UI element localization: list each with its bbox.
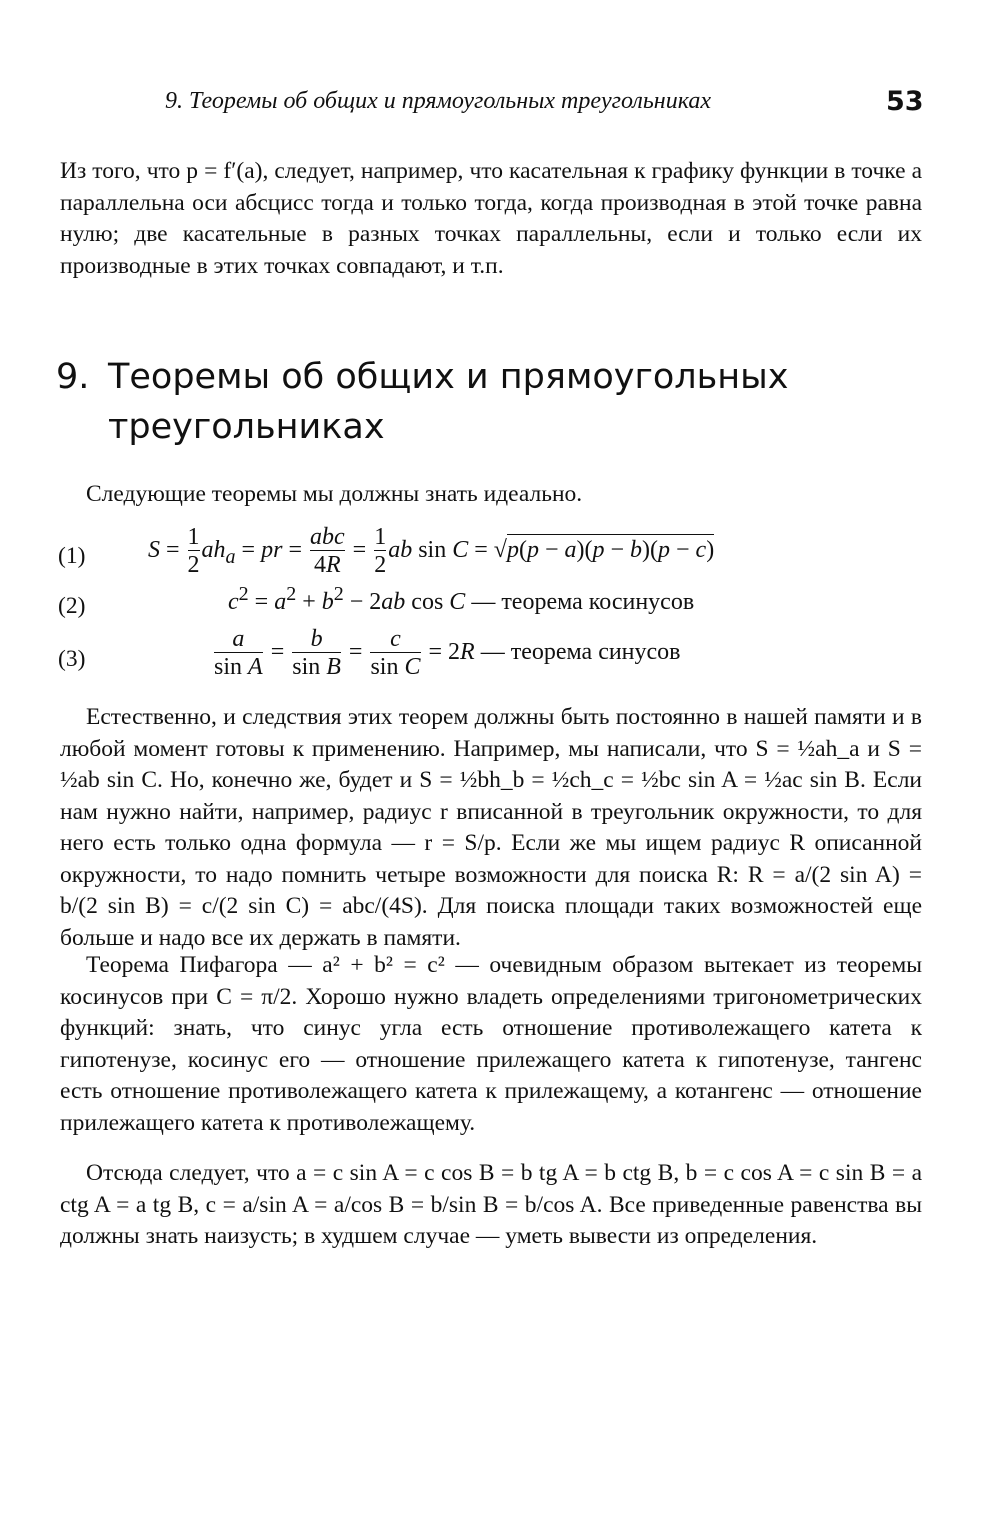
paragraph-1-text: Естественно, и следствия этих теорем должны быть постоянно в нашей памяти и в любой момент готовы к применению. Например, мы написали, что S = ½ah_a и S = ½ab sin C. Но, конечно же, будет и S = ½bh_b = ½ch_c = ½bc sin A = ½ac sin B. Если нам нужно найти, например, радиус r вписанной в треугольник окружности, то для него есть только одна формула — r = S/p. Если же мы ищем радиус R описанной окружности, то надо помнить четыре возможности для поиска R: R = a/(2 sin A) = b/(2 sin B) = c/(2 sin C) = abc/(4S). Для поиска площади таких возможностей еще больше и надо все их держать в памяти. — [60, 704, 922, 951]
equation-3: $\frac{a}{\text{sin A}}$ = $\frac{b}{\text{sin B}}$ = $\frac{c}{\text{sin C}}$ = 2R — теорема синусов — [214, 626, 681, 681]
page-number: 53 — [886, 86, 924, 117]
paragraph-2-text: Теорема Пифагора — a² + b² = c² — очевидным образом вытекает из теоремы косинусов при C = π/2. Хорошо нужно владеть определениями тригонометрических функций: знать, что синус угла есть отношение противолежащего катета к гипотенузе, косинус его — отношение прилежащего катета к гипотенузе, тангенс есть отношение противолежащего катета к прилежащему, а котангенс — отношение прилежащего катета к противолежащему. — [60, 952, 922, 1136]
running-header: 9. Теоремы об общих и прямоугольных треугольниках — [165, 88, 711, 114]
section-title-line2: треугольниках — [108, 407, 385, 447]
equation-3-caption: — теорема синусов — [480, 638, 681, 665]
paragraph-1 — [60, 702, 922, 954]
intro-paragraph: Из того, что p = f′(a), следует, например, что касательная к графику функции в точке a параллельна оси абсцисс тогда и только тогда, когда производная в этой точке равна нулю; две касательные в разных точках параллельны, если и только если их производные в этих точках совпадают, и т.п. — [60, 158, 922, 279]
paragraph-2 — [60, 950, 922, 1139]
paragraph-3 — [60, 1158, 922, 1253]
paragraph-3-text: Отсюда следует, что a = c sin A = c cos B = b tg A = b ctg B, b = c cos A = c sin B = a ctg A = a tg B, c = a/sin A = a/cos B = b/sin B = b/cos A. Все приведенные равенства вы должны знать наизусть; в худшем случае — уметь вывести из определения. — [60, 1160, 922, 1249]
equation-1: S = $\frac{1}{2}$ $ah_a$ = pr = $\frac{\text{abc}}{4R}$ = $\frac{1}{2}$ ab sin C = √p(p − a)(p − b)(p − c) — [148, 524, 715, 579]
equation-label-3: (3) — [58, 646, 86, 672]
equation-2-caption: — теорема косинусов — [471, 589, 695, 615]
equation-label-2: (2) — [58, 593, 86, 619]
equation-label-1: (1) — [58, 543, 86, 569]
section-title-line1: Теоремы об общих и прямоугольных — [108, 357, 789, 397]
section-heading — [56, 352, 936, 452]
section-number: 9. — [56, 357, 90, 397]
lead-sentence: Следующие теоремы мы должны знать идеально. — [86, 481, 583, 507]
equation-2: $c^2 = a^2 + b^2 - 2ab$ cos C — теорема косинусов — [228, 583, 695, 615]
